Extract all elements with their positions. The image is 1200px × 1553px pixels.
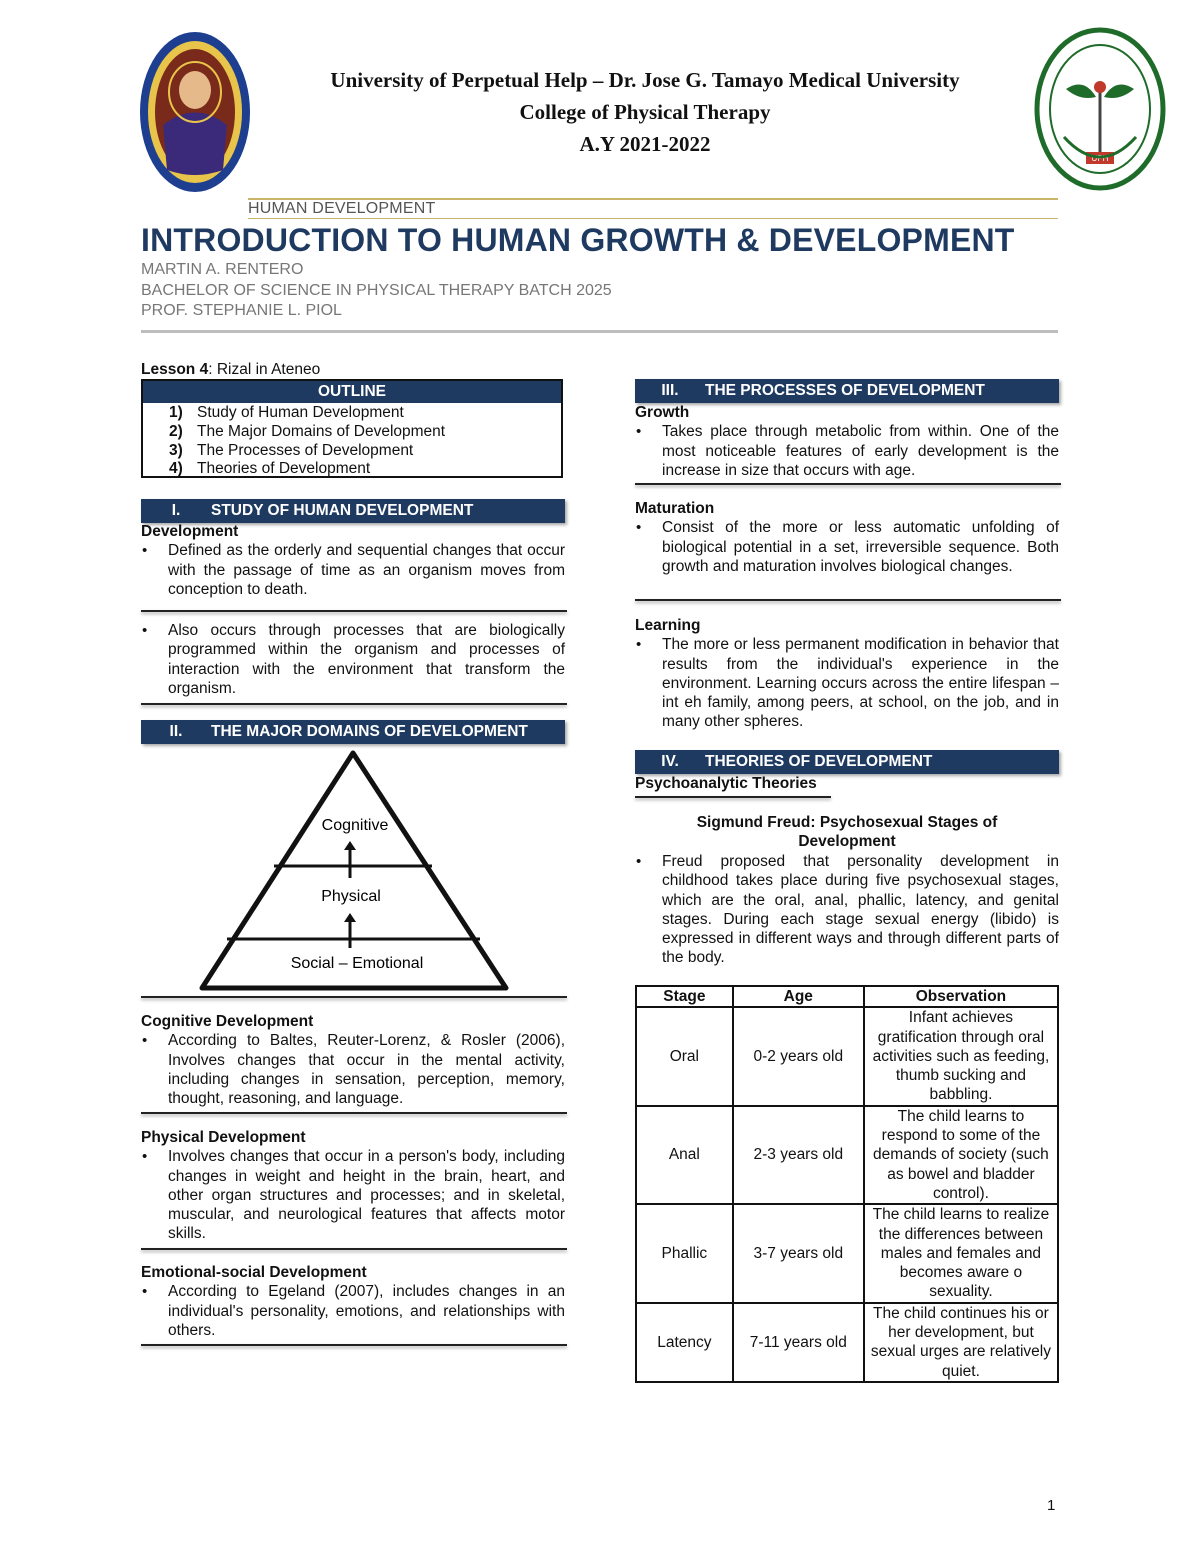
- outline-box: [141, 379, 563, 478]
- cognitive-development-text: • According to Baltes, Reuter-Lorenz, & Rosler (2006), Involves changes that occur in the mental activity, including changes in sensation, perception, memory, thought, reasoning, and language.: [141, 1031, 565, 1108]
- emotional-development-block: [141, 1263, 565, 1340]
- university-name: University of Perpetual Help – Dr. Jose G. Tamayo Medical University: [330, 68, 960, 92]
- table-row: [636, 1106, 1058, 1204]
- pyramid-social-emotional-label: Social – Emotional: [290, 955, 424, 972]
- freud-title: Sigmund Freud: Psychosexual Stages of Development: [696, 814, 998, 851]
- observation-cell: Infant achieves gratification through oral activities such as feeding, thumb sucking and babbling.: [864, 1007, 1058, 1105]
- college-seal-badge: UPH: [1091, 154, 1109, 163]
- section-divider: [141, 703, 567, 705]
- column-header-age: Age: [733, 986, 864, 1007]
- outline-item: 1) Study of Human Development: [169, 404, 404, 421]
- pyramid-physical-label: Physical: [321, 888, 381, 905]
- age-cell: 2-3 years old: [733, 1106, 864, 1204]
- section-1-banner: I. STUDY OF HUMAN DEVELOPMENT: [141, 499, 565, 523]
- domains-pyramid-diagram: [190, 748, 520, 998]
- development-definition: • Defined as the orderly and sequential changes that occur with the passage of time as an organism moves from conception to death.: [141, 541, 565, 599]
- lesson-label: Lesson 4: [141, 361, 209, 378]
- stage-cell: Latency: [636, 1303, 733, 1382]
- term-development: Development: [141, 523, 239, 540]
- section-4-banner: IV. THEORIES OF DEVELOPMENT: [635, 750, 1059, 774]
- observation-cell: The child learns to realize the differences between males and females and becomes aware o sexuality.: [864, 1204, 1058, 1302]
- header-divider: [141, 330, 1058, 333]
- section-divider: [635, 599, 1061, 601]
- growth-text: • Takes place through metabolic from within. One of the most noticeable features of early development is the increase in size that occurs with age.: [635, 422, 1059, 480]
- program-name: BACHELOR OF SCIENCE IN PHYSICAL THERAPY BATCH 2025: [141, 282, 612, 299]
- physical-development-text: • Involves changes that occur in a person's body, including changes in weight and height in the brain, heart, and other organ structures and processes; and in skeletal, muscular, and neurological features that affects motor skills.: [141, 1147, 565, 1243]
- header-gold-rule-thin: [248, 218, 1058, 219]
- outline-title: OUTLINE: [143, 381, 561, 403]
- psychosexual-stages-table: [635, 985, 1059, 1383]
- growth-block: [635, 403, 1059, 480]
- term-physical-development: Physical Development: [141, 1129, 306, 1146]
- age-cell: 7-11 years old: [733, 1303, 864, 1382]
- term-learning: Learning: [635, 617, 701, 634]
- emotional-development-text: • According to Egeland (2007), includes changes in an individual's personality, emotions, and relationships with others.: [141, 1282, 565, 1340]
- subheading-underline: [635, 796, 831, 798]
- pyramid-cognitive-label: Cognitive: [321, 817, 389, 834]
- section-2-banner: II. THE MAJOR DOMAINS OF DEVELOPMENT: [141, 720, 565, 744]
- college-name: College of Physical Therapy: [519, 100, 771, 124]
- learning-block: [635, 616, 1059, 732]
- section-3-banner: III. THE PROCESSES OF DEVELOPMENT: [635, 379, 1059, 403]
- section-divider: [635, 483, 1061, 485]
- section-1-body: [141, 522, 565, 599]
- observation-cell: The child continues his or her development, but sexual urges are relatively quiet.: [864, 1303, 1058, 1382]
- maturation-text: • Consist of the more or less automatic unfolding of biological potential in a set, irreversible sequence. Both growth and maturation involves biological changes.: [635, 518, 1059, 576]
- lesson-line: [141, 360, 320, 379]
- table-row: [636, 1204, 1058, 1302]
- development-biological: • Also occurs through processes that are biologically programmed within the organism and processes of interaction with the environment that transform the organism.: [141, 621, 565, 698]
- cognitive-development-block: [141, 1012, 565, 1108]
- section-divider: [141, 610, 567, 612]
- term-emotional-social-development: Emotional-social Development: [141, 1264, 367, 1281]
- outline-list: [143, 403, 561, 479]
- document-title: INTRODUCTION TO HUMAN GROWTH & DEVELOPMENT: [141, 222, 1015, 258]
- term-growth: Growth: [635, 404, 690, 421]
- physical-development-block: [141, 1128, 565, 1244]
- section-divider: [141, 996, 567, 998]
- section-divider: [141, 1112, 567, 1114]
- author-name: MARTIN A. RENTERO: [141, 261, 304, 278]
- professor-name: PROF. STEPHANIE L. PIOL: [141, 302, 342, 319]
- lesson-topic: : Rizal in Ateneo: [208, 361, 321, 378]
- learning-text: • The more or less permanent modification in behavior that results from the individual's experience in the environment. Learning occurs across the entire lifespan – int eh family, among peers, at school, on the job, and in many other spheres.: [635, 635, 1059, 731]
- subject-label: HUMAN DEVELOPMENT: [248, 200, 436, 217]
- college-seal-right-logo: [1034, 27, 1166, 191]
- freud-description: • Freud proposed that personality development in childhood takes place during five psychosexual stages, which are the oral, anal, phallic, latency, and genital stages. During each stage sexual energy (libido) is expressed in different ways and through different parts of the body.: [635, 852, 1059, 968]
- age-cell: 0-2 years old: [733, 1007, 864, 1105]
- academic-year: A.Y 2021-2022: [579, 132, 711, 156]
- stage-cell: Anal: [636, 1106, 733, 1204]
- table-row: [636, 1303, 1058, 1382]
- table-header-row: [636, 986, 1058, 1007]
- term-maturation: Maturation: [635, 500, 715, 517]
- column-header-stage: Stage: [636, 986, 733, 1007]
- stage-cell: Phallic: [636, 1204, 733, 1302]
- column-header-observation: Observation: [864, 986, 1058, 1007]
- maturation-block: [635, 499, 1059, 576]
- page-number: 1: [1047, 1497, 1056, 1514]
- psychoanalytic-theories-heading: Psychoanalytic Theories: [635, 775, 817, 792]
- university-seal-left-logo: [138, 30, 252, 194]
- outline-item: 2) The Major Domains of Development: [169, 422, 446, 440]
- section-divider: [141, 1344, 567, 1346]
- term-cognitive-development: Cognitive Development: [141, 1013, 314, 1030]
- section-divider: [141, 1248, 567, 1250]
- outline-item: 4) Theories of Development: [169, 460, 371, 478]
- stage-cell: Oral: [636, 1007, 733, 1105]
- table-row: [636, 1007, 1058, 1105]
- age-cell: 3-7 years old: [733, 1204, 864, 1302]
- outline-item: 3) The Processes of Development: [169, 441, 414, 459]
- observation-cell: The child learns to respond to some of the demands of society (such as bowel and bladder control).: [864, 1106, 1058, 1204]
